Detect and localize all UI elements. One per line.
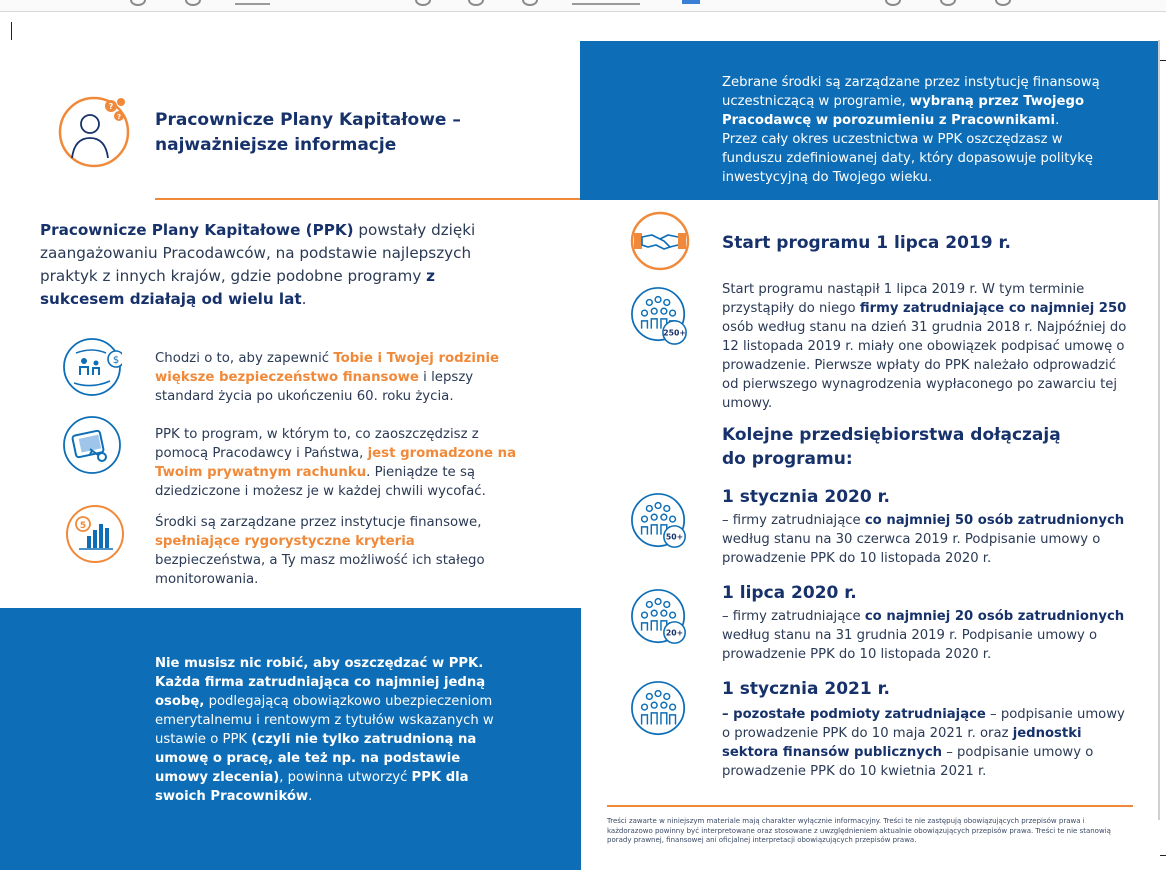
badge-50: 50+	[665, 532, 684, 542]
page-title: Pracownicze Plany Kapitałowe – najważniejsze informacje	[155, 110, 461, 155]
stage-1-date: 1 stycznia 2020 r.	[722, 487, 891, 507]
group-all-icon	[630, 680, 690, 740]
toolbar-color-icon[interactable]	[682, 0, 700, 4]
toolbar-circle-icon[interactable]	[940, 0, 956, 6]
start-paragraph: Start programu nastąpił 1 lipca 2019 r. W tym terminie przystąpiły do niego firmy zatrudniające co najmniej 250 osób według stanu na dzień 31 grudnia 2018 r. Najpóźniej do 12 listopada 2019 r. miały one obowiązek podpisać umowę o prowadzenie. Pierwsze wpłaty do PPK należało odprowadzić od pierwszego wynagrodzenia wypłaconego po zawarciu tej umowy.	[722, 282, 1127, 411]
svg-text:$: $	[112, 355, 120, 366]
svg-text:?: ?	[116, 113, 122, 121]
legal-disclaimer: Treści zawarte w niniejszym materiale mają charakter wyłącznie informacyjny. Treści te nie zastępują obowiązujących przepisów prawa i każdorazowo powinny być interpretowane oraz stosowane z uwzględnieniem aktualnie obowiązujących przepisów prawa. Treści te nie stanowią porady prawnej, finansowej ani oficjalnej interpretacji obowiązujących przepisów prawa.	[607, 817, 1111, 844]
title-divider	[155, 198, 580, 200]
group-250-icon	[630, 286, 690, 346]
stage-1-text: – firmy zatrudniające co najmniej 50 osób zatrudnionych według stanu na 30 czerwca 2019 r. Podpisanie umowy o prowadzenie PPK do 10 listopada 2020 r.	[722, 513, 1125, 566]
bullet-2-text: PPK to program, w którym to, co zaoszczędzisz z pomocą Pracodawcy i Państwa, jest gromadzone na Twoim prywatnym rachunku. Pieniądze te są dziedziczone i możesz je w każdej chwili wycofać.	[155, 427, 517, 499]
toolbar-circle-icon[interactable]	[522, 0, 538, 6]
svg-text:?: ?	[108, 102, 114, 111]
fund-info-text: Zebrane środki są zarządzane przez instytucję finansową uczestniczącą w programie, wybraną przez Twojego Pracodawcę w porozumieniu z Pracownikami. Przez cały okres uczestnictwa w PPK oszczędzasz w funduszu zdefiniowanej daty, który dopasowuje politykę inwestycyjną do Twojego wieku.	[722, 75, 1100, 185]
page-edge	[1158, 40, 1160, 820]
top-toolbar-strip	[0, 0, 1166, 12]
crop-mark	[11, 22, 12, 40]
toolbar-circle-icon[interactable]	[185, 0, 201, 6]
stage-2-text: – firmy zatrudniające co najmniej 20 osób zatrudnionych według stanu na 31 grudnia 2019 r. Podpisanie umowy o prowadzenie PPK do 10 listopada 2020 r.	[722, 609, 1125, 662]
group-50-icon	[630, 492, 690, 552]
bullet-1-text: Chodzi o to, aby zapewnić Tobie i Twojej rodzinie większe bezpieczeństwo finansowe i lepszy standard życia po ukończeniu 60. roku życia.	[155, 351, 500, 404]
stage-3-text: – pozostałe podmioty zatrudniające – podpisanie umowy o prowadzenie PPK do 10 maja 2021 r. oraz jednostki sektora finansów publicznych – podpisanie umowy o prowadzenie PPK do 10 kwietnia 2021 r.	[722, 707, 1125, 779]
toolbar-circle-icon[interactable]	[885, 0, 901, 6]
obligation-text: Nie musisz nic robić, aby oszczędzać w PPK. Każda firma zatrudniająca co najmniej jedną osobę, podlegającą obowiązkowo ubezpieczeniom emerytalnemu i rentowym z tytułów wskazanych w ustawie o PPK (czyli nie tylko zatrudnioną na umowę o pracę, ale też np. na podstawie umowy zlecenia), powinna utworzyć PPK dla swoich Pracowników.	[155, 656, 494, 804]
stage-3-date: 1 stycznia 2021 r.	[722, 679, 891, 699]
person-question-icon	[58, 96, 130, 168]
fund-info-box	[580, 41, 1158, 200]
stage-2-date: 1 lipca 2020 r.	[722, 583, 857, 603]
crop-mark	[1160, 60, 1166, 61]
footer-divider	[607, 805, 1133, 807]
next-companies-title: Kolejne przedsiębiorstwa dołączają do programu:	[722, 425, 1061, 469]
wallet-key-icon	[62, 415, 122, 475]
family-money-icon	[62, 337, 122, 397]
toolbar-circle-icon[interactable]	[415, 0, 431, 6]
toolbar-circle-icon[interactable]	[995, 0, 1011, 6]
obligation-box	[0, 608, 581, 870]
intro-paragraph: Pracownicze Plany Kapitałowe (PPK) powstały dzięki zaangażowaniu Pracodawców, na podstawie najlepszych praktyk z innych krajów, gdzie podobne programy z sukcesem działają od wielu lat.	[40, 221, 476, 308]
toolbar-field[interactable]	[572, 3, 640, 5]
rating-badge: 5	[79, 521, 87, 531]
toolbar-circle-icon[interactable]	[130, 0, 146, 6]
chart-stars-icon	[65, 504, 125, 564]
group-20-icon	[630, 588, 690, 648]
handshake-icon	[630, 211, 690, 271]
toolbar-field[interactable]	[235, 3, 270, 5]
start-title: Start programu 1 lipca 2019 r.	[722, 233, 1011, 253]
badge-250: 250+	[663, 328, 686, 338]
bullet-3-text: Środki są zarządzane przez instytucje finansowe, spełniające rygorystyczne kryteria bezpieczeństwa, a Ty masz możliwość ich stałego monitorowania.	[155, 515, 485, 587]
badge-20: 20+	[665, 628, 684, 638]
crop-mark	[1160, 855, 1166, 856]
toolbar-circle-icon[interactable]	[468, 0, 484, 6]
